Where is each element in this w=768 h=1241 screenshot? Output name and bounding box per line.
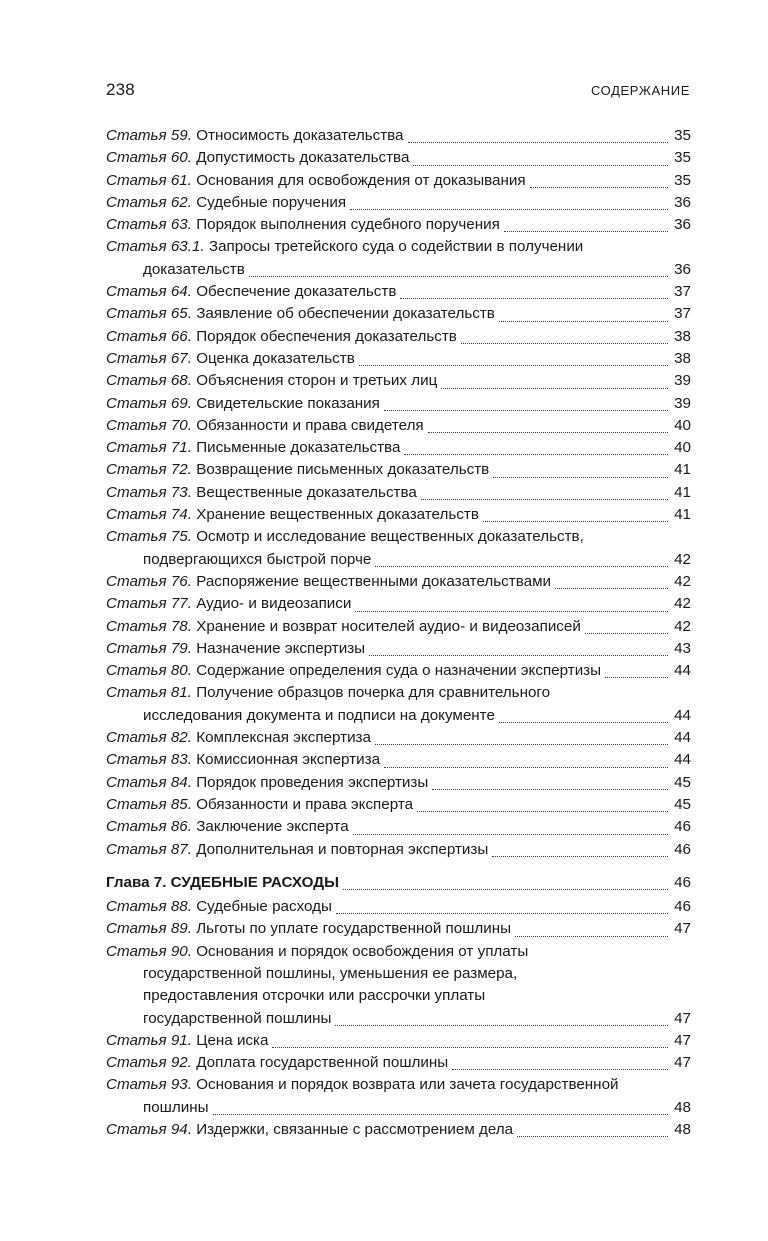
toc-page-number: 45 (674, 795, 691, 813)
toc-article-title: государственной пошлины (143, 1009, 332, 1027)
toc-line (106, 549, 691, 571)
dot-leader (421, 499, 668, 500)
toc-line (106, 896, 691, 918)
toc-entry (106, 459, 691, 481)
toc-article-title: Аудио- и видеозаписи (196, 595, 352, 613)
toc-article-title: Хранение и возврат носителей аудио- и видеозаписей (196, 617, 581, 635)
dot-leader (375, 744, 668, 745)
page-number: 238 (106, 80, 135, 99)
toc-line (106, 415, 691, 437)
toc-article-title: Доплата государственной пошлины (196, 1054, 449, 1072)
toc-page-number: 44 (674, 751, 691, 769)
dot-leader (336, 913, 668, 914)
toc-page-number: 35 (674, 171, 691, 189)
toc-article-number: Статья 83. (106, 751, 192, 769)
toc-article-number: Статья 69. (106, 394, 192, 412)
toc-page-number: 39 (674, 394, 691, 412)
running-head: СОДЕРЖАНИЕ (590, 83, 690, 98)
dot-leader (461, 343, 668, 344)
toc-article-number: Статья 84. (106, 773, 192, 791)
toc-entry (106, 214, 691, 236)
toc-article-number: Статья 81. (106, 684, 192, 702)
toc-line (106, 393, 691, 415)
toc-entry (106, 192, 691, 214)
dot-leader (499, 722, 668, 723)
toc-article-number: Статья 62. (106, 193, 192, 211)
dot-leader (400, 298, 668, 299)
dot-leader (413, 165, 668, 166)
toc-article-number: Статья 86. (106, 818, 192, 836)
toc-page-number: 42 (674, 617, 691, 635)
toc-article-number: Статья 94. (106, 1121, 192, 1139)
toc-article-number: Статья 74. (106, 506, 192, 524)
toc-article-number: Статья 72. (106, 461, 192, 479)
dot-leader (359, 365, 668, 366)
toc-article-title: Цена иска (196, 1031, 269, 1049)
dot-leader (417, 811, 668, 812)
dot-leader (343, 889, 668, 890)
toc-line (106, 660, 691, 682)
toc-article-title: Запросы третейского суда о содействии в получении (208, 238, 584, 256)
toc-entry (106, 1119, 691, 1141)
toc-article-title: исследования документа и подписи на документе (143, 706, 495, 724)
toc-line (106, 593, 691, 615)
dot-leader (428, 432, 668, 433)
toc-article-number: Статья 92. (106, 1054, 192, 1072)
dot-leader (499, 321, 668, 322)
toc-article-number: Статья 67. (106, 349, 192, 367)
dot-leader (555, 588, 668, 589)
toc-article-title: Льготы по уплате государственной пошлины (196, 920, 512, 938)
toc-article-number: Статья 70. (106, 416, 192, 434)
toc-page-number: 35 (674, 127, 691, 144)
toc-page-number: 35 (674, 149, 691, 167)
toc-article-number: Статья 68. (106, 372, 192, 390)
toc-chapter-heading (106, 872, 691, 894)
toc-article-title: Вещественные доказательства (196, 483, 417, 501)
dot-leader (441, 388, 668, 389)
toc-line (106, 459, 691, 481)
toc-page-number: 42 (674, 595, 691, 613)
toc-article-title: Назначение экспертизы (196, 639, 366, 657)
toc-article-number: Статья 66. (106, 327, 192, 345)
toc-line (106, 482, 691, 504)
toc-page-number: 37 (674, 283, 691, 301)
dot-leader (432, 789, 668, 790)
toc-page-number: 36 (674, 260, 691, 278)
toc-article-title: Объяснения сторон и третьих лиц (196, 372, 438, 390)
dot-leader (585, 633, 668, 634)
toc-article-number: Статья 90. (106, 942, 192, 960)
toc-article-title: Обеспечение доказательств (196, 283, 397, 301)
toc-article-title: Оценка доказательств (196, 349, 355, 367)
toc-page-number: 38 (674, 327, 691, 345)
dot-leader (404, 454, 668, 455)
toc-page-number: 36 (674, 216, 691, 234)
toc-page-number: 47 (674, 1031, 691, 1049)
toc-entry (106, 393, 691, 415)
toc-entry (106, 147, 691, 169)
toc-article-title: Заявление об обеспечении доказательств (196, 305, 495, 323)
toc-page-number: 44 (674, 662, 691, 680)
toc-line (106, 1074, 691, 1096)
toc-entry (106, 326, 691, 348)
toc-article-title: Возвращение письменных доказательств (196, 461, 490, 479)
toc-line (106, 437, 691, 459)
toc-page-number: 40 (674, 439, 691, 457)
toc-chapter-title: Глава 7. СУДЕБНЫЕ РАСХОДЫ (106, 873, 339, 891)
toc-page-number: 44 (674, 729, 691, 747)
toc-line (106, 682, 691, 704)
dot-leader (350, 209, 668, 210)
toc-article-number: Статья 75. (106, 528, 192, 546)
toc-article-title: предоставления отсрочки или рассрочки уплаты (143, 987, 486, 1005)
toc-entry (106, 526, 691, 571)
toc-entry (106, 918, 691, 940)
toc-line (106, 749, 691, 771)
toc-line (106, 616, 691, 638)
toc-article-title: Относимость доказательства (196, 127, 404, 144)
toc-article-number: Статья 76. (106, 572, 192, 590)
toc-page-number: 47 (674, 1009, 691, 1027)
toc-article-number: Статья 88. (106, 898, 192, 916)
toc-page-number: 39 (674, 372, 691, 390)
dot-leader (504, 231, 668, 232)
toc-line (106, 794, 691, 816)
toc-page-number: 48 (674, 1098, 691, 1116)
toc-page-number: 43 (674, 639, 691, 657)
toc-entry (106, 1030, 691, 1052)
toc-article-title: Заключение эксперта (196, 818, 349, 836)
toc-article-title: Допустимость доказательства (196, 149, 410, 167)
toc-entry (106, 437, 691, 459)
toc-page-number: 46 (674, 873, 691, 891)
toc-entry (106, 170, 691, 192)
toc-line (106, 147, 691, 169)
toc-page-number: 46 (674, 818, 691, 836)
toc-page-number: 46 (674, 898, 691, 916)
toc-line (106, 326, 691, 348)
toc-article-title: Свидетельские показания (196, 394, 380, 412)
toc-page-number: 38 (674, 349, 691, 367)
toc-article-title: Судебные расходы (196, 898, 332, 916)
dot-leader (384, 410, 668, 411)
dot-leader (483, 521, 668, 522)
toc-entry (106, 504, 691, 526)
toc-page-number: 40 (674, 416, 691, 434)
toc-line (106, 348, 691, 370)
toc-article-title: Получение образцов почерка для сравнительного (196, 684, 551, 702)
toc-article-title: Основания и порядок освобождения от уплаты (196, 942, 529, 960)
toc-entry (106, 638, 691, 660)
toc-article-number: Статья 63.1. (106, 238, 205, 256)
toc-article-title: Порядок обеспечения доказательств (196, 327, 457, 345)
toc-line (106, 816, 691, 838)
toc-line (106, 1030, 691, 1052)
toc-entry (106, 616, 691, 638)
toc-page-number: 46 (674, 840, 691, 858)
toc-article-number: Статья 71. (106, 439, 192, 457)
toc-article-title: Порядок проведения экспертизы (196, 773, 429, 791)
dot-leader (493, 477, 668, 478)
toc-entry (106, 415, 691, 437)
toc-line (106, 125, 691, 147)
dot-leader (369, 655, 668, 656)
toc-entry (106, 896, 691, 918)
toc-entry (106, 941, 691, 1030)
toc-entry (106, 593, 691, 615)
toc-line (106, 1097, 691, 1119)
toc-line (106, 1119, 691, 1141)
toc-line (106, 1008, 691, 1030)
toc-article-number: Статья 87. (106, 840, 192, 858)
toc-page-number: 47 (674, 1054, 691, 1072)
toc-article-title: Содержание определения суда о назначении экспертизы (196, 662, 602, 680)
dot-leader (515, 936, 668, 937)
toc-article-number: Статья 82. (106, 729, 192, 747)
toc-entry (106, 1074, 691, 1119)
toc-article-number: Статья 63. (106, 216, 192, 234)
toc-entry (106, 482, 691, 504)
toc-line (106, 370, 691, 392)
dot-leader (213, 1114, 668, 1115)
dot-leader (452, 1069, 668, 1070)
dot-leader (605, 677, 668, 678)
toc-entry (106, 281, 691, 303)
toc-line (106, 214, 691, 236)
toc-article-title: Осмотр и исследование вещественных доказательств, (196, 528, 584, 546)
toc-article-title: Хранение вещественных доказательств (196, 506, 479, 524)
toc-article-title: доказательств (143, 260, 245, 278)
toc-article-number: Статья 89. (106, 920, 192, 938)
dot-leader (353, 834, 668, 835)
toc-article-number: Статья 85. (106, 795, 192, 813)
toc-line (106, 963, 691, 985)
toc-entry (106, 727, 691, 749)
toc-article-number: Статья 78. (106, 617, 192, 635)
dot-leader (384, 767, 668, 768)
toc-entry (106, 660, 691, 682)
toc-line (106, 1052, 691, 1074)
toc-article-title: Комплексная экспертиза (196, 729, 371, 747)
toc-line (106, 985, 691, 1007)
toc-page-number: 42 (674, 572, 691, 590)
dot-leader (408, 142, 668, 143)
toc-line (106, 504, 691, 526)
toc-line (106, 772, 691, 794)
toc-line (106, 259, 691, 281)
toc-article-number: Статья 60. (106, 149, 192, 167)
table-of-contents (106, 125, 691, 1141)
toc-article-number: Статья 59. (106, 127, 192, 144)
dot-leader (517, 1136, 668, 1137)
toc-article-title: пошлины (143, 1098, 209, 1116)
toc-article-number: Статья 73. (106, 483, 192, 501)
toc-page-number: 45 (674, 773, 691, 791)
toc-page-number: 42 (674, 550, 691, 568)
toc-page-number: 37 (674, 305, 691, 323)
toc-entry (106, 125, 691, 147)
toc-entry (106, 236, 691, 281)
toc-article-title: Издержки, связанные с рассмотрением дела (196, 1121, 514, 1139)
toc-line (106, 839, 691, 861)
toc-article-title: государственной пошлины, уменьшения ее размера, (143, 964, 518, 982)
dot-leader (272, 1047, 668, 1048)
toc-article-number: Статья 65. (106, 305, 192, 323)
toc-article-number: Статья 79. (106, 639, 192, 657)
toc-article-title: Комиссионная экспертиза (196, 751, 381, 769)
toc-entry (106, 303, 691, 325)
toc-line (106, 941, 691, 963)
toc-entry (106, 749, 691, 771)
toc-article-number: Статья 93. (106, 1076, 192, 1094)
toc-article-title: Распоряжение вещественными доказательствами (196, 572, 552, 590)
toc-article-title: Основания и порядок возврата или зачета государственной (196, 1076, 619, 1094)
toc-article-title: подвергающихся быстрой порче (143, 550, 372, 568)
dot-leader (335, 1025, 668, 1026)
toc-entry (106, 816, 691, 838)
dot-leader (530, 187, 668, 188)
toc-entry (106, 571, 691, 593)
toc-line (106, 638, 691, 660)
toc-page-number: 41 (674, 483, 691, 501)
toc-line (106, 303, 691, 325)
toc-line (106, 727, 691, 749)
toc-article-title: Письменные доказательства (196, 439, 401, 457)
toc-line (106, 872, 691, 894)
toc-line (106, 192, 691, 214)
toc-entry (106, 682, 691, 727)
toc-page-number: 36 (674, 193, 691, 211)
toc-article-number: Статья 80. (106, 662, 192, 680)
toc-page-number: 44 (674, 706, 691, 724)
toc-line (106, 526, 691, 548)
toc-page-number: 48 (674, 1121, 691, 1139)
toc-line (106, 236, 691, 258)
toc-article-number: Статья 77. (106, 595, 192, 613)
toc-article-title: Обязанности и права свидетеля (196, 416, 424, 434)
toc-line (106, 170, 691, 192)
toc-line (106, 281, 691, 303)
dot-leader (492, 856, 668, 857)
toc-entry (106, 772, 691, 794)
toc-line (106, 918, 691, 940)
dot-leader (375, 566, 668, 567)
toc-article-number: Статья 64. (106, 283, 192, 301)
toc-entry (106, 348, 691, 370)
toc-page-number: 41 (674, 461, 691, 479)
toc-entry (106, 370, 691, 392)
toc-article-number: Статья 61. (106, 171, 192, 189)
toc-article-title: Порядок выполнения судебного поручения (196, 216, 500, 234)
toc-article-title: Судебные поручения (196, 193, 347, 211)
dot-leader (355, 611, 668, 612)
toc-article-title: Обязанности и права эксперта (196, 795, 414, 813)
toc-line (106, 705, 691, 727)
toc-entry (106, 1052, 691, 1074)
toc-article-title: Дополнительная и повторная экспертизы (196, 840, 489, 858)
toc-article-number: Статья 91. (106, 1031, 192, 1049)
toc-line (106, 571, 691, 593)
toc-page-number: 41 (674, 506, 691, 524)
dot-leader (249, 276, 668, 277)
toc-article-title: Основания для освобождения от доказывания (196, 171, 526, 189)
toc-entry (106, 794, 691, 816)
toc-entry (106, 839, 691, 861)
toc-page-number: 47 (674, 920, 691, 938)
